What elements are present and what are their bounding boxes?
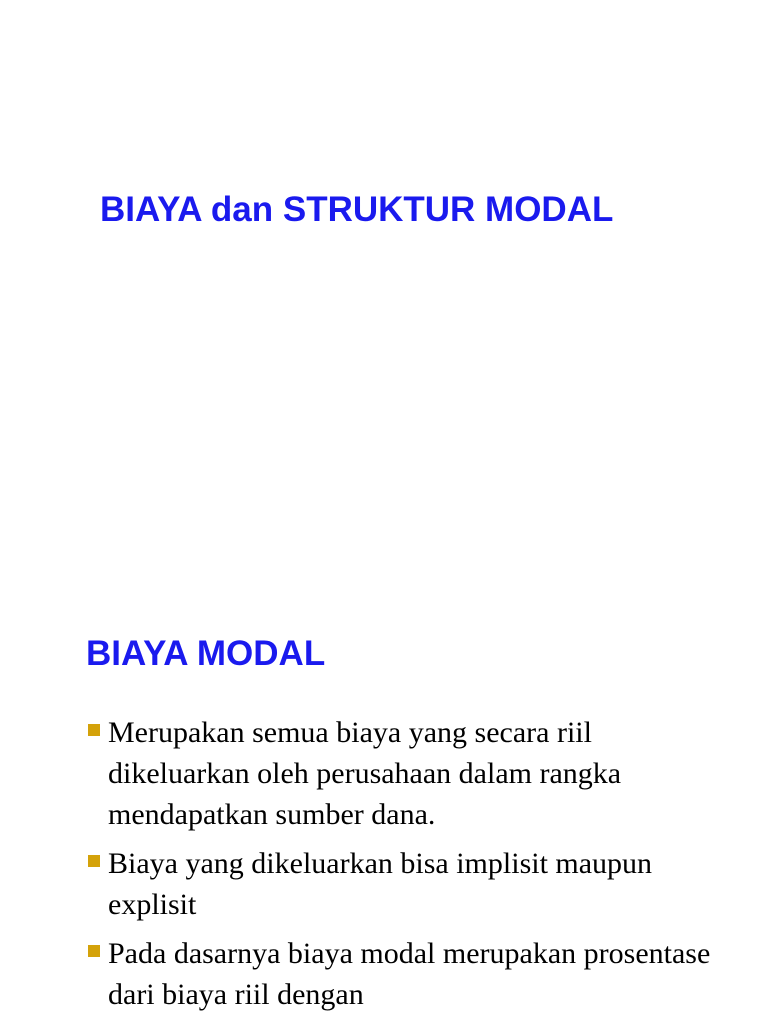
slide-2-title: BIAYA MODAL — [86, 634, 326, 673]
bullet-text: Biaya yang dikeluarkan bisa implisit maupun explisit — [108, 847, 653, 921]
list-item — [86, 933, 726, 1015]
bullet-list — [86, 712, 726, 1023]
bullet-text: Merupakan semua biaya yang secara riil dikeluarkan oleh perusahaan dalam rangka mendapatkan sumber dana. — [108, 716, 622, 831]
list-item — [86, 843, 726, 925]
square-bullet-icon — [88, 945, 100, 957]
slide-1-title: BIAYA dan STRUKTUR MODAL — [100, 190, 614, 229]
square-bullet-icon — [88, 855, 100, 867]
list-item — [86, 712, 726, 835]
bullet-text: Pada dasarnya biaya modal merupakan prosentase dari biaya riil dengan — [108, 937, 711, 1011]
square-bullet-icon — [88, 724, 100, 736]
